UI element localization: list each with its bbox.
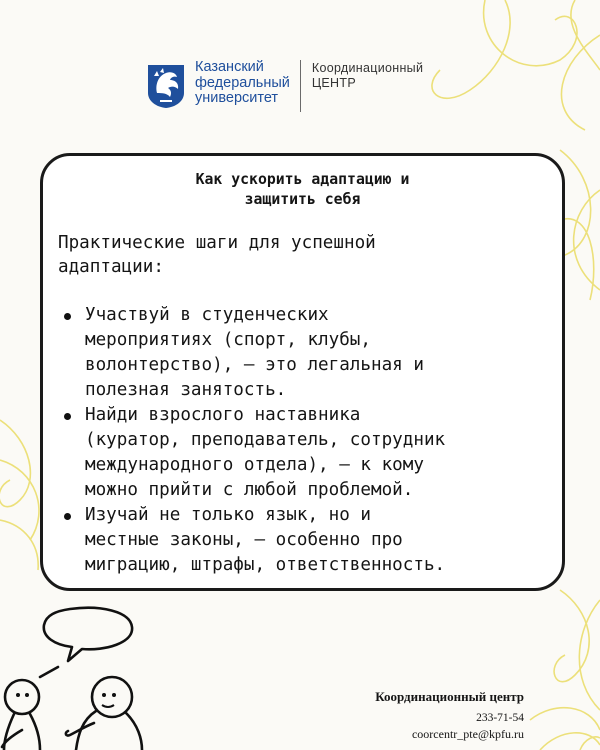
university-name: Казанский федеральный университет	[195, 59, 290, 106]
tips-list	[58, 303, 445, 578]
contacts-phone: 233-71-54	[476, 712, 524, 724]
contacts-title: Координационный центр	[375, 689, 524, 704]
list-item: Участвуй в студенческих мероприятиях (спорт, клубы, волонтерство), – это легальная и полезная занятость.	[58, 303, 445, 403]
contacts-email[interactable]: coorcentr_pte@kpfu.ru	[411, 727, 524, 741]
list-item: Изучай не только язык, но и местные законы, – особенно про миграцию, штрафы, ответственность.	[58, 503, 445, 578]
contacts-block	[375, 688, 524, 742]
list-item: Найди взрослого наставника (куратор, преподаватель, сотрудник международного отдела), – к кому можно прийти с любой проблемой.	[58, 403, 445, 503]
card-title: Как ускорить адаптацию и защитить себя	[195, 171, 410, 208]
card-intro: Практические шаги для успешной адаптации:	[58, 233, 376, 277]
talking-people-illustration	[0, 605, 180, 750]
coordination-center-label: Координационный ЦЕНТР	[311, 61, 424, 90]
kfu-logo-icon	[146, 63, 186, 109]
content-card	[40, 153, 565, 591]
header-divider	[300, 60, 301, 112]
header	[146, 60, 423, 116]
